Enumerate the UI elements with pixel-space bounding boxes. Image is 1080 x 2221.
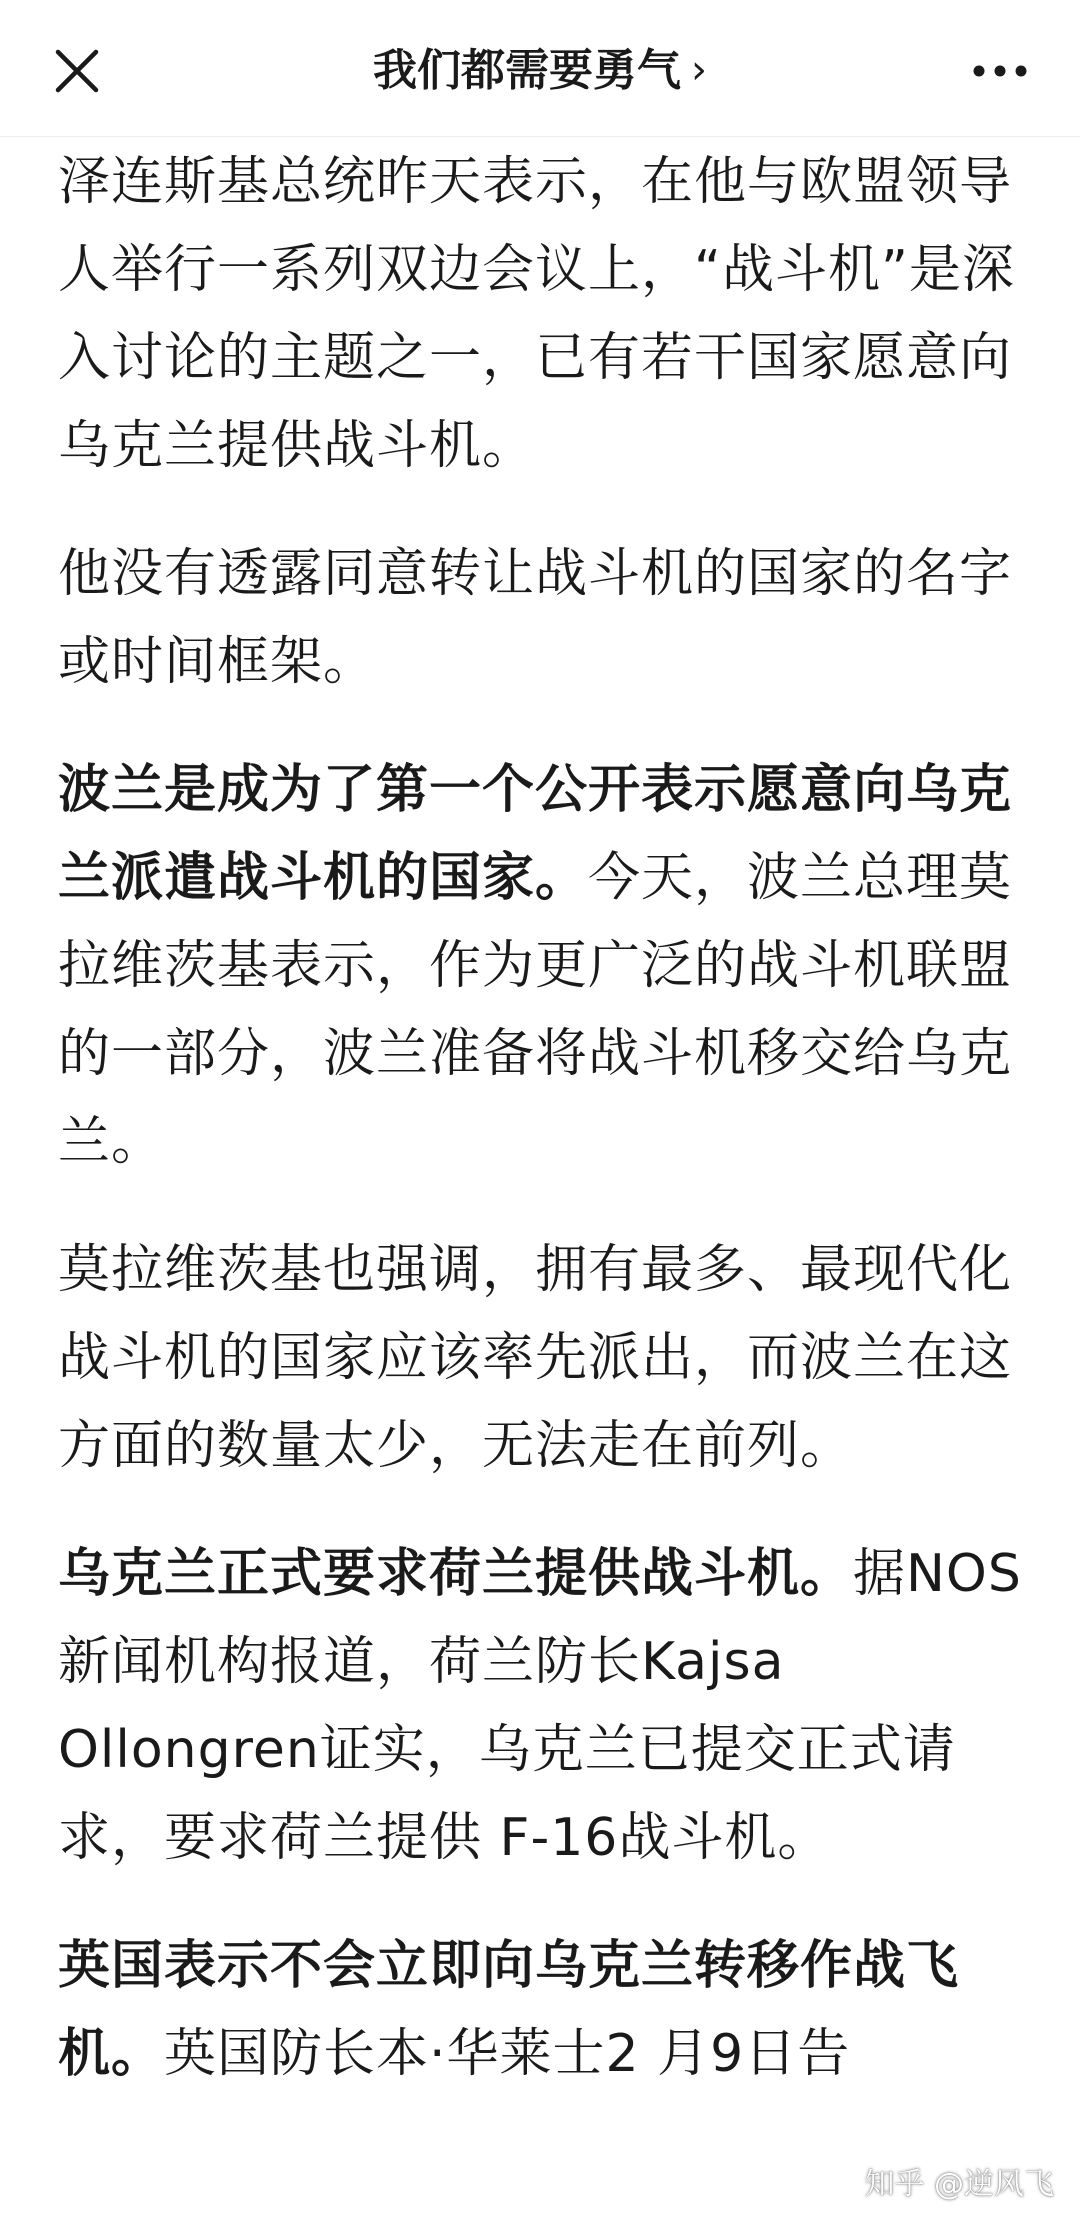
more-icon: [970, 56, 1030, 86]
top-navigation-bar: [0, 0, 1080, 137]
paragraph-3-text: 今天，波兰总理莫拉维茨基表示，作为更广泛的战斗机联盟的一部分，波兰准备将战斗机移交给乌克兰。: [58, 848, 1013, 1172]
paragraph-4: 莫拉维茨基也强调，拥有最多、最现代化战斗机的国家应该率先派出，而波兰在这方面的数量太少，无法走在前列。: [58, 1240, 1013, 1476]
paragraph-3: [58, 746, 1028, 1186]
paragraph-6-text: 英国防长本·华莱士2 月9日告: [164, 2024, 851, 2084]
paragraph-1: 泽连斯基总统昨天表示，在他与欧盟领导人举行一系列双边会议上，“战斗机”是深入讨论的主题之一，已有若干国家愿意向乌克兰提供战斗机。: [58, 152, 1015, 476]
paragraph-6-headline: 英国表示不会立即向乌克兰转移作战飞机。: [58, 1936, 960, 2084]
article-body: [58, 138, 1028, 2138]
watermark: 知乎 @逆风飞: [864, 2167, 1054, 2202]
paragraph-2: 他没有透露同意转让战斗机的国家的名字或时间框架。: [58, 544, 1013, 692]
paragraph-3-headline: 波兰是成为了第一个公开表示愿意向乌克兰派遣战斗机的国家。: [58, 760, 1013, 908]
paragraph-6: [58, 1922, 1028, 2098]
paragraph-5: [58, 1530, 1028, 1882]
more-button[interactable]: [970, 56, 1030, 86]
paragraph-5-headline: 乌克兰正式要求荷兰提供战斗机。: [58, 1544, 854, 1604]
paragraph-5-text: 据NOS新闻机构报道，荷兰防长Kajsa Ollongren证实，乌克兰已提交正式请求，要求荷兰提供 F-16战斗机。: [58, 1544, 1022, 1868]
page-title[interactable]: [0, 40, 1080, 101]
chevron-right-icon: ›: [691, 47, 707, 93]
page-title-text: 我们都需要勇气: [373, 45, 681, 96]
